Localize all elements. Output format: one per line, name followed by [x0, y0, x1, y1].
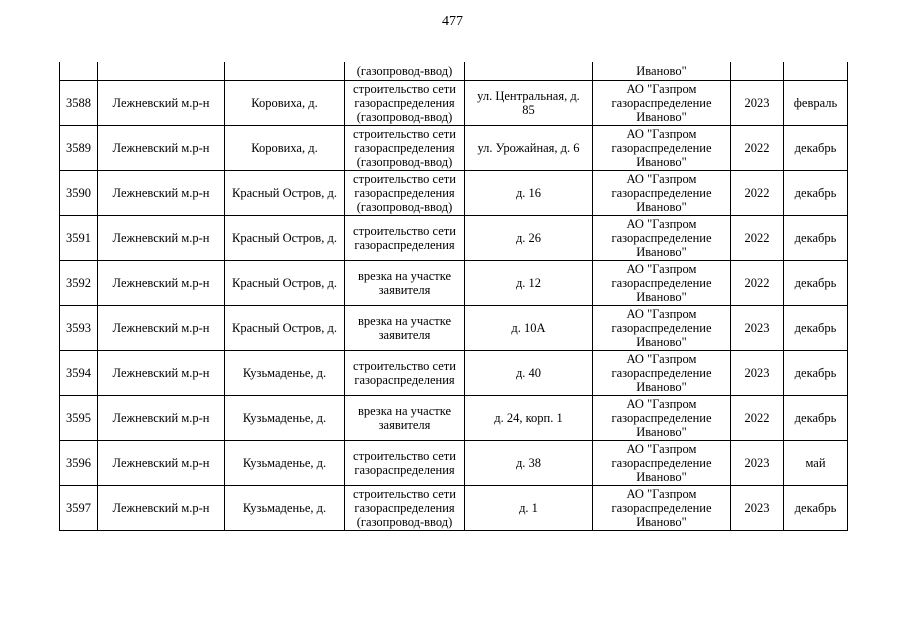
cell-year-text: 2023 — [744, 455, 770, 470]
cell-work-type — [345, 260, 465, 305]
cell-locality-text: Коровиха, д. — [251, 140, 318, 155]
cell-address-text: ул. Урожайная, д. 6 — [477, 140, 580, 155]
cell-num-text: 3595 — [66, 410, 91, 425]
cell-district-text: Лежневский м.р-н — [112, 140, 210, 155]
cell-district — [98, 125, 225, 170]
cell-month — [784, 440, 848, 485]
cell-organization — [593, 485, 731, 530]
cell-num-text: 3590 — [66, 185, 91, 200]
cell-organization: Иваново" — [593, 62, 731, 80]
table-container — [59, 62, 848, 531]
cell-work-type — [345, 80, 465, 125]
cell-address — [465, 395, 593, 440]
cell-year-text: 2022 — [744, 275, 770, 290]
cell-address — [465, 350, 593, 395]
cell-num-text: 3597 — [66, 500, 91, 515]
cell-month-text: декабрь — [794, 230, 837, 245]
cell-num — [60, 350, 98, 395]
cell-month — [784, 485, 848, 530]
cell-address-text: д. 40 — [515, 365, 542, 380]
cell-address — [465, 80, 593, 125]
cell-district — [98, 215, 225, 260]
gas-network-table — [59, 62, 848, 531]
table-body — [60, 62, 848, 530]
cell-organization — [593, 215, 731, 260]
cell-locality — [225, 260, 345, 305]
cell-month — [784, 260, 848, 305]
cell-year — [731, 395, 784, 440]
cell-organization — [593, 80, 731, 125]
cell-organization-text: АО "Газпром газораспределение Иваново" — [611, 216, 712, 259]
cell-num-text: 3591 — [66, 230, 91, 245]
cell-work-type: (газопровод-ввод) — [345, 62, 465, 80]
cell-address — [465, 125, 593, 170]
cell-district — [98, 62, 225, 80]
cell-organization — [593, 170, 731, 215]
cell-num — [60, 485, 98, 530]
cell-year — [731, 215, 784, 260]
cell-address-text: ул. Центральная, д. 85 — [477, 88, 580, 117]
cell-month-text: декабрь — [794, 410, 837, 425]
cell-locality-text: Красный Остров, д. — [232, 320, 337, 335]
cell-month — [784, 125, 848, 170]
cell-locality-text: Кузьмаденье, д. — [242, 500, 327, 515]
cell-district — [98, 350, 225, 395]
cell-year — [731, 125, 784, 170]
cell-district — [98, 305, 225, 350]
table-row — [60, 215, 848, 260]
cell-work-type-text: врезка на участке заявителя — [357, 268, 452, 297]
cell-num — [60, 215, 98, 260]
cell-month — [784, 305, 848, 350]
cell-work-type-text: строительство сети газораспределения (газопровод-ввод) — [353, 486, 456, 529]
cell-year — [731, 62, 784, 80]
cell-month-text: декабрь — [794, 365, 837, 380]
cell-month-text: декабрь — [794, 275, 837, 290]
cell-organization-text: АО "Газпром газораспределение Иваново" — [611, 306, 712, 349]
table-row — [60, 170, 848, 215]
cell-num-text: 3593 — [66, 320, 91, 335]
cell-year-text: 2022 — [744, 230, 770, 245]
cell-locality — [225, 485, 345, 530]
cell-num — [60, 80, 98, 125]
cell-work-type — [345, 395, 465, 440]
table-row — [60, 125, 848, 170]
cell-work-type-text: врезка на участке заявителя — [357, 403, 452, 432]
cell-address — [465, 170, 593, 215]
cell-locality — [225, 80, 345, 125]
cell-year — [731, 170, 784, 215]
cell-year-text: 2022 — [744, 185, 770, 200]
cell-num — [60, 170, 98, 215]
cell-address-text: д. 12 — [515, 275, 542, 290]
cell-district — [98, 485, 225, 530]
cell-locality-text: Красный Остров, д. — [232, 275, 337, 290]
cell-locality — [225, 215, 345, 260]
cell-num-text: 3588 — [66, 95, 91, 110]
cell-year-text: 2023 — [744, 320, 770, 335]
cell-locality — [225, 395, 345, 440]
cell-month-text: декабрь — [794, 500, 837, 515]
cell-locality-text: Красный Остров, д. — [232, 185, 337, 200]
cell-month — [784, 350, 848, 395]
cell-month — [784, 395, 848, 440]
cell-organization — [593, 305, 731, 350]
cell-work-type — [345, 440, 465, 485]
cell-district-text: Лежневский м.р-н — [112, 500, 210, 515]
cell-year — [731, 80, 784, 125]
cell-district — [98, 260, 225, 305]
cell-district-text: Лежневский м.р-н — [112, 185, 210, 200]
cell-address — [465, 62, 593, 80]
cell-address — [465, 440, 593, 485]
cell-address-text: д. 16 — [515, 185, 542, 200]
cell-district-text: Лежневский м.р-н — [112, 320, 210, 335]
cell-year-text: 2022 — [744, 410, 770, 425]
cell-address — [465, 305, 593, 350]
cell-num — [60, 305, 98, 350]
cell-locality-text: Кузьмаденье, д. — [242, 455, 327, 470]
cell-organization — [593, 440, 731, 485]
cell-month — [784, 215, 848, 260]
page-number: 477 — [442, 14, 463, 29]
cell-locality — [225, 62, 345, 80]
cell-organization-text: АО "Газпром газораспределение Иваново" — [611, 126, 712, 169]
cell-locality — [225, 125, 345, 170]
cell-district-text: Лежневский м.р-н — [112, 410, 210, 425]
cell-district-text: Лежневский м.р-н — [112, 365, 210, 380]
table-row — [60, 305, 848, 350]
cell-num-text: 3594 — [66, 365, 91, 380]
cell-locality — [225, 440, 345, 485]
cell-month — [784, 170, 848, 215]
cell-work-type — [345, 305, 465, 350]
continuation-row — [60, 62, 848, 80]
cell-organization-text: АО "Газпром газораспределение Иваново" — [611, 396, 712, 439]
table-row — [60, 80, 848, 125]
cell-month-text: декабрь — [794, 185, 837, 200]
cell-district — [98, 170, 225, 215]
cell-organization-text: АО "Газпром газораспределение Иваново" — [611, 441, 712, 484]
cell-work-type-text: строительство сети газораспределения (газопровод-ввод) — [353, 81, 456, 124]
cell-address-text: д. 10А — [511, 320, 546, 335]
cell-month — [784, 80, 848, 125]
cell-month — [784, 62, 848, 80]
cell-work-type — [345, 485, 465, 530]
cell-num — [60, 260, 98, 305]
cell-work-type-text: строительство сети газораспределения — [353, 223, 456, 252]
cell-year — [731, 485, 784, 530]
cell-organization-text: АО "Газпром газораспределение Иваново" — [611, 81, 712, 124]
cell-year-text: 2023 — [744, 500, 770, 515]
cell-month-text: декабрь — [794, 320, 837, 335]
cell-organization-text: АО "Газпром газораспределение Иваново" — [611, 261, 712, 304]
table-row — [60, 260, 848, 305]
cell-address-text: д. 1 — [519, 500, 538, 515]
cell-year — [731, 350, 784, 395]
cell-district-text: Лежневский м.р-н — [112, 275, 210, 290]
cell-num-text: 3596 — [66, 455, 91, 470]
cell-address — [465, 215, 593, 260]
cell-month-text: февраль — [793, 95, 838, 110]
cell-year — [731, 260, 784, 305]
cell-month-text: декабрь — [794, 140, 837, 155]
cell-address — [465, 260, 593, 305]
cell-year — [731, 440, 784, 485]
cell-organization — [593, 260, 731, 305]
cell-district — [98, 395, 225, 440]
cell-organization-text: АО "Газпром газораспределение Иваново" — [611, 171, 712, 214]
cell-locality-text: Кузьмаденье, д. — [242, 365, 327, 380]
cell-address-text: д. 26 — [515, 230, 542, 245]
table-row — [60, 440, 848, 485]
cell-work-type-text: строительство сети газораспределения — [353, 358, 456, 387]
cell-year-text: 2023 — [744, 95, 770, 110]
cell-district-text: Лежневский м.р-н — [112, 230, 210, 245]
cell-work-type — [345, 215, 465, 260]
cell-locality-text: Кузьмаденье, д. — [242, 410, 327, 425]
cell-num-text: 3592 — [66, 275, 91, 290]
cell-organization-text: АО "Газпром газораспределение Иваново" — [611, 351, 712, 394]
table-row — [60, 485, 848, 530]
cell-num — [60, 62, 98, 80]
cell-year — [731, 305, 784, 350]
cell-work-type-text: строительство сети газораспределения (газопровод-ввод) — [353, 126, 456, 169]
cell-district — [98, 440, 225, 485]
cell-work-type — [345, 125, 465, 170]
cell-num — [60, 440, 98, 485]
cell-year-text: 2023 — [744, 365, 770, 380]
cell-organization — [593, 350, 731, 395]
cell-num-text: 3589 — [66, 140, 91, 155]
cell-locality-text: Красный Остров, д. — [232, 230, 337, 245]
cell-work-type — [345, 170, 465, 215]
cell-organization — [593, 125, 731, 170]
cell-work-type-text: строительство сети газораспределения (газопровод-ввод) — [353, 171, 456, 214]
cell-num — [60, 125, 98, 170]
cell-work-type-text: врезка на участке заявителя — [357, 313, 452, 342]
cell-address — [465, 485, 593, 530]
cell-work-type — [345, 350, 465, 395]
cell-locality-text: Коровиха, д. — [251, 95, 318, 110]
cell-work-type-text: строительство сети газораспределения — [353, 448, 456, 477]
cell-address-text: д. 38 — [515, 455, 542, 470]
cell-organization-text: АО "Газпром газораспределение Иваново" — [611, 486, 712, 529]
cell-month-text: май — [805, 455, 826, 470]
cell-organization — [593, 395, 731, 440]
cell-locality — [225, 305, 345, 350]
cell-num — [60, 395, 98, 440]
table-row — [60, 350, 848, 395]
cell-year-text: 2022 — [744, 140, 770, 155]
cell-address-text: д. 24, корп. 1 — [494, 410, 563, 425]
cell-district-text: Лежневский м.р-н — [112, 95, 210, 110]
table-row — [60, 395, 848, 440]
cell-district-text: Лежневский м.р-н — [112, 455, 210, 470]
cell-locality — [225, 170, 345, 215]
cell-locality — [225, 350, 345, 395]
cell-district — [98, 80, 225, 125]
